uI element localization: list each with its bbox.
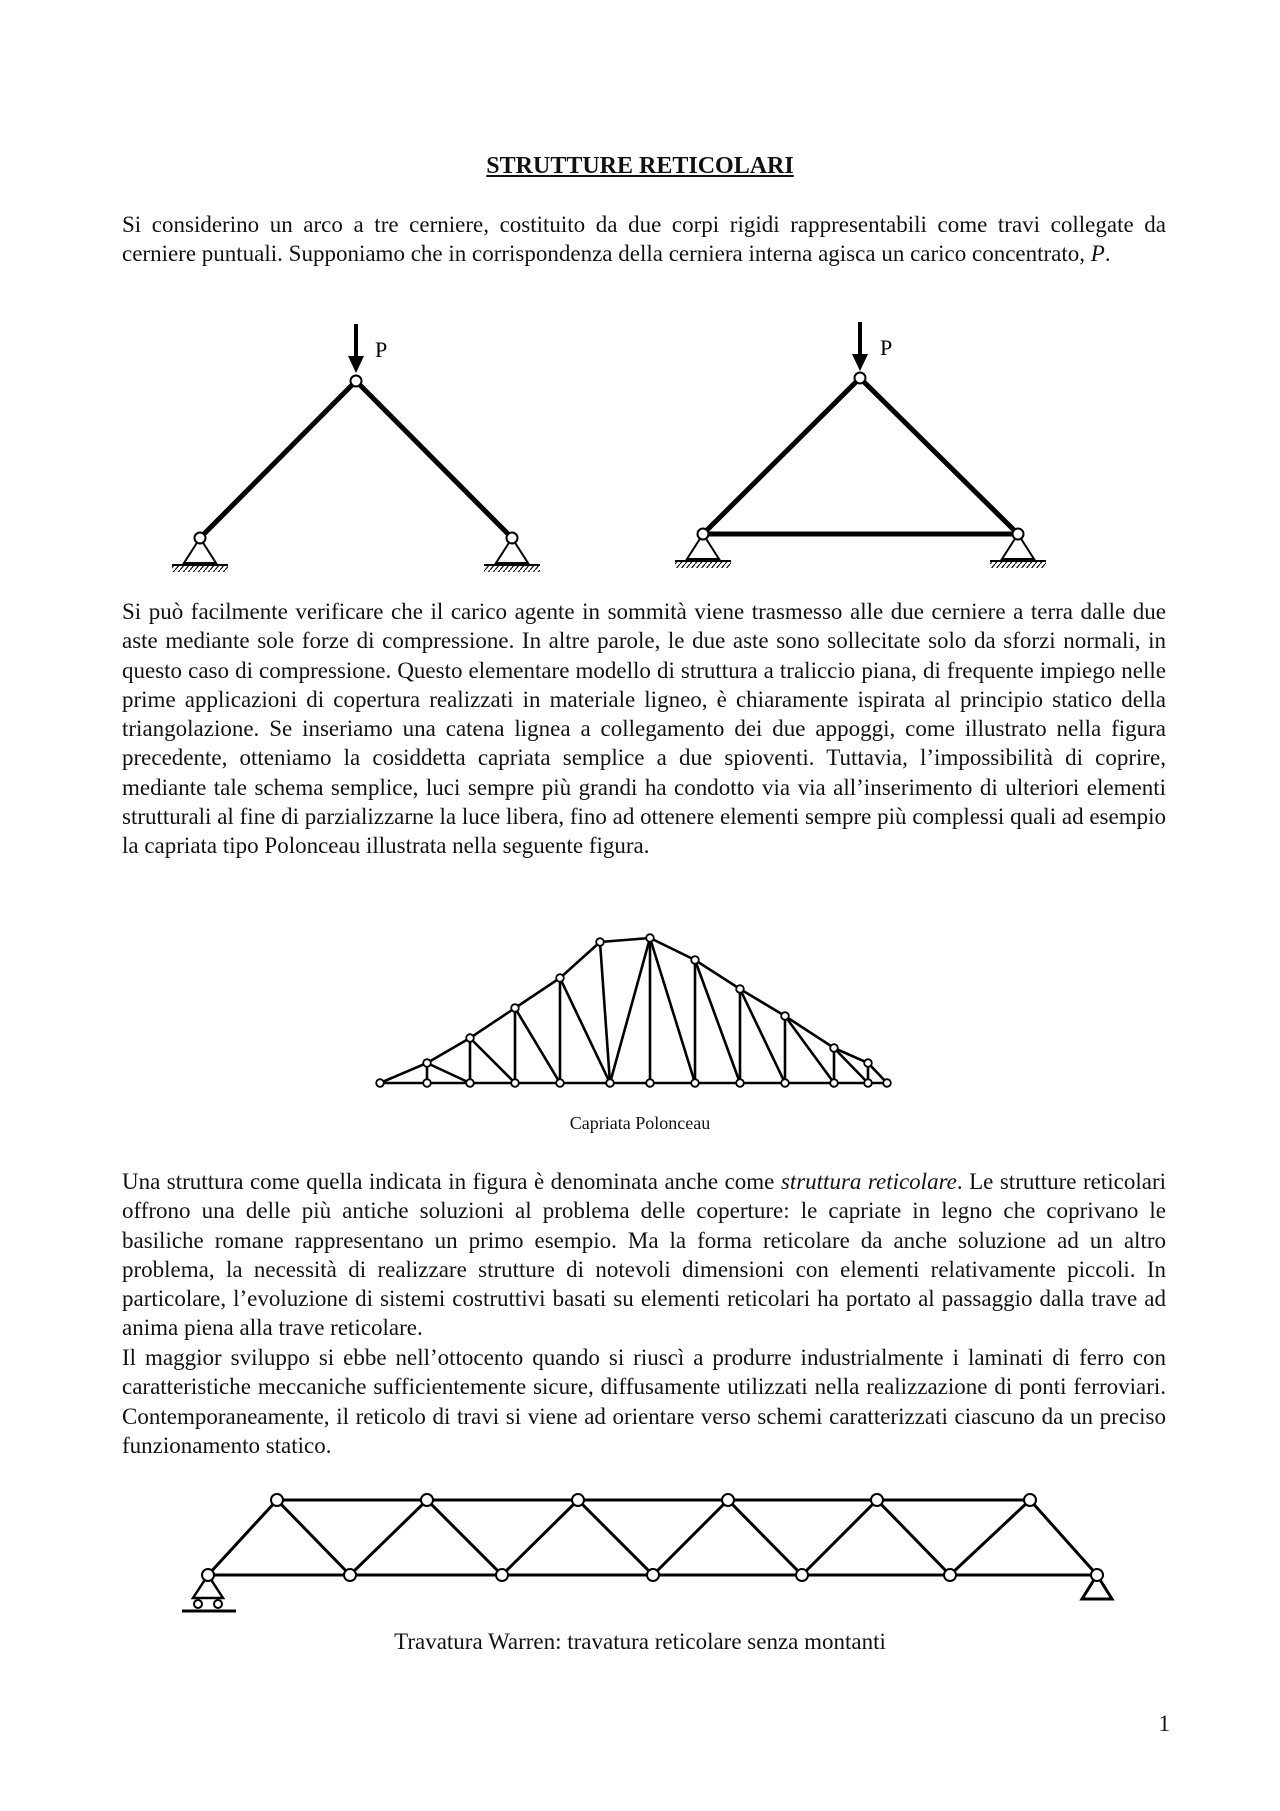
apex-hinge [855, 373, 866, 384]
paragraph-intro-end: . [1104, 241, 1111, 267]
load-arrow-icon [348, 324, 364, 373]
pin-support-right-icon [484, 533, 540, 573]
truss-joints [376, 934, 891, 1087]
emphasis-term: struttura reticolare [780, 1169, 957, 1194]
load-arrow-icon [852, 322, 868, 371]
load-label: P [880, 335, 893, 360]
paragraph-history: Il maggior sviluppo si ebbe nell’ottocento quando si riuscì a produrre industrialmente i laminati di ferro con caratteristiche meccaniche sufficientemente sicure, diffusamente utilizzati nella realizzazione di ponti ferroviari. Contemporaneamente, il reticolo di travi si viene ad orientare verso schemi caratterizzati ciascuno da un preciso funzionamento statico. [122, 1345, 1166, 1458]
paragraph-reticular [122, 1167, 1166, 1343]
caption-polonceau: Capriata Polonceau [569, 1113, 711, 1133]
page-number: 1 [1158, 1711, 1170, 1736]
paragraph-compression: Si può facilmente verificare che il carico agente in sommità viene trasmesso alle due cerniere a terra dalle due aste mediante sole forze di compressione. In altre parole, le due aste sono sollecitate solo da sforzi normali, in questo caso di compressione. Questo elementare modello di struttura a traliccio piana, di frequente impiego nelle prime applicazioni di copertura realizzati in materiale ligneo, è chiaramente ispirata al principio statico della triangolazione. Se inseriamo una catena lignea a collegamento dei due appoggi, come illustrato nella figura precedente, otteniamo la cosiddetta capriata semplice a due spioventi. Tuttavia, l’impossibilità di coprire, mediante tale schema semplice, luci sempre più grandi ha condotto via via all’inserimento di ulteriori elementi strutturali al fine di parzializzarne la luce libera, fino ad ottenere elementi sempre più complessi quali ad esempio la capriata tipo Polonceau illustrata nella seguente figura. [122, 599, 1166, 859]
caption-warren: Travatura Warren: travatura reticolare senza montanti [394, 1629, 886, 1654]
three-hinged-arch [172, 324, 540, 572]
arch-member-right [356, 381, 512, 538]
paragraph-reticular-start: Una struttura come quella indicata in figura è denominata anche come [122, 1169, 781, 1194]
load-label: P [375, 337, 388, 362]
truss-rafter-right [860, 378, 1018, 534]
arch-figure [160, 318, 1080, 578]
load-symbol: P [1090, 241, 1105, 267]
paragraph-reticular-end: . Le strutture reticolari offrono una delle più antiche soluzioni al problema delle coperture: le capriate in legno che coprivano le basiliche romane rappresentano un primo esempio. Ma la forma reticolare da anche soluzione ad un altro problema, la necessità di realizzare strutture di notevoli dimensioni con elementi relativamente piccoli. In particolare, l’evoluzione di sistemi costruttivi basati su elementi reticolari ha portato al passaggio dalla trave ad anima piena alla trave reticolare. [122, 1169, 1166, 1341]
paragraph-intro [122, 210, 1166, 269]
pin-support-left-icon [172, 533, 228, 573]
paragraph-intro-text: Si considerino un arco a tre cerniere, costituito da due corpi rigidi rappresentabili come travi collegate da cerniere puntuali. Supponiamo che in corrispondenza della cerniera interna agisca un carico concentrato, [122, 212, 1166, 267]
arch-member-left [200, 381, 356, 538]
polonceau-truss-figure [360, 910, 930, 1100]
warren-truss-figure [170, 1478, 1130, 1628]
page-title: STRUTTURE RETICOLARI [486, 153, 794, 179]
internal-hinge [351, 376, 362, 387]
simple-truss [675, 322, 1046, 568]
truss-rafter-left [703, 378, 860, 534]
warren-joints [271, 1494, 1036, 1581]
